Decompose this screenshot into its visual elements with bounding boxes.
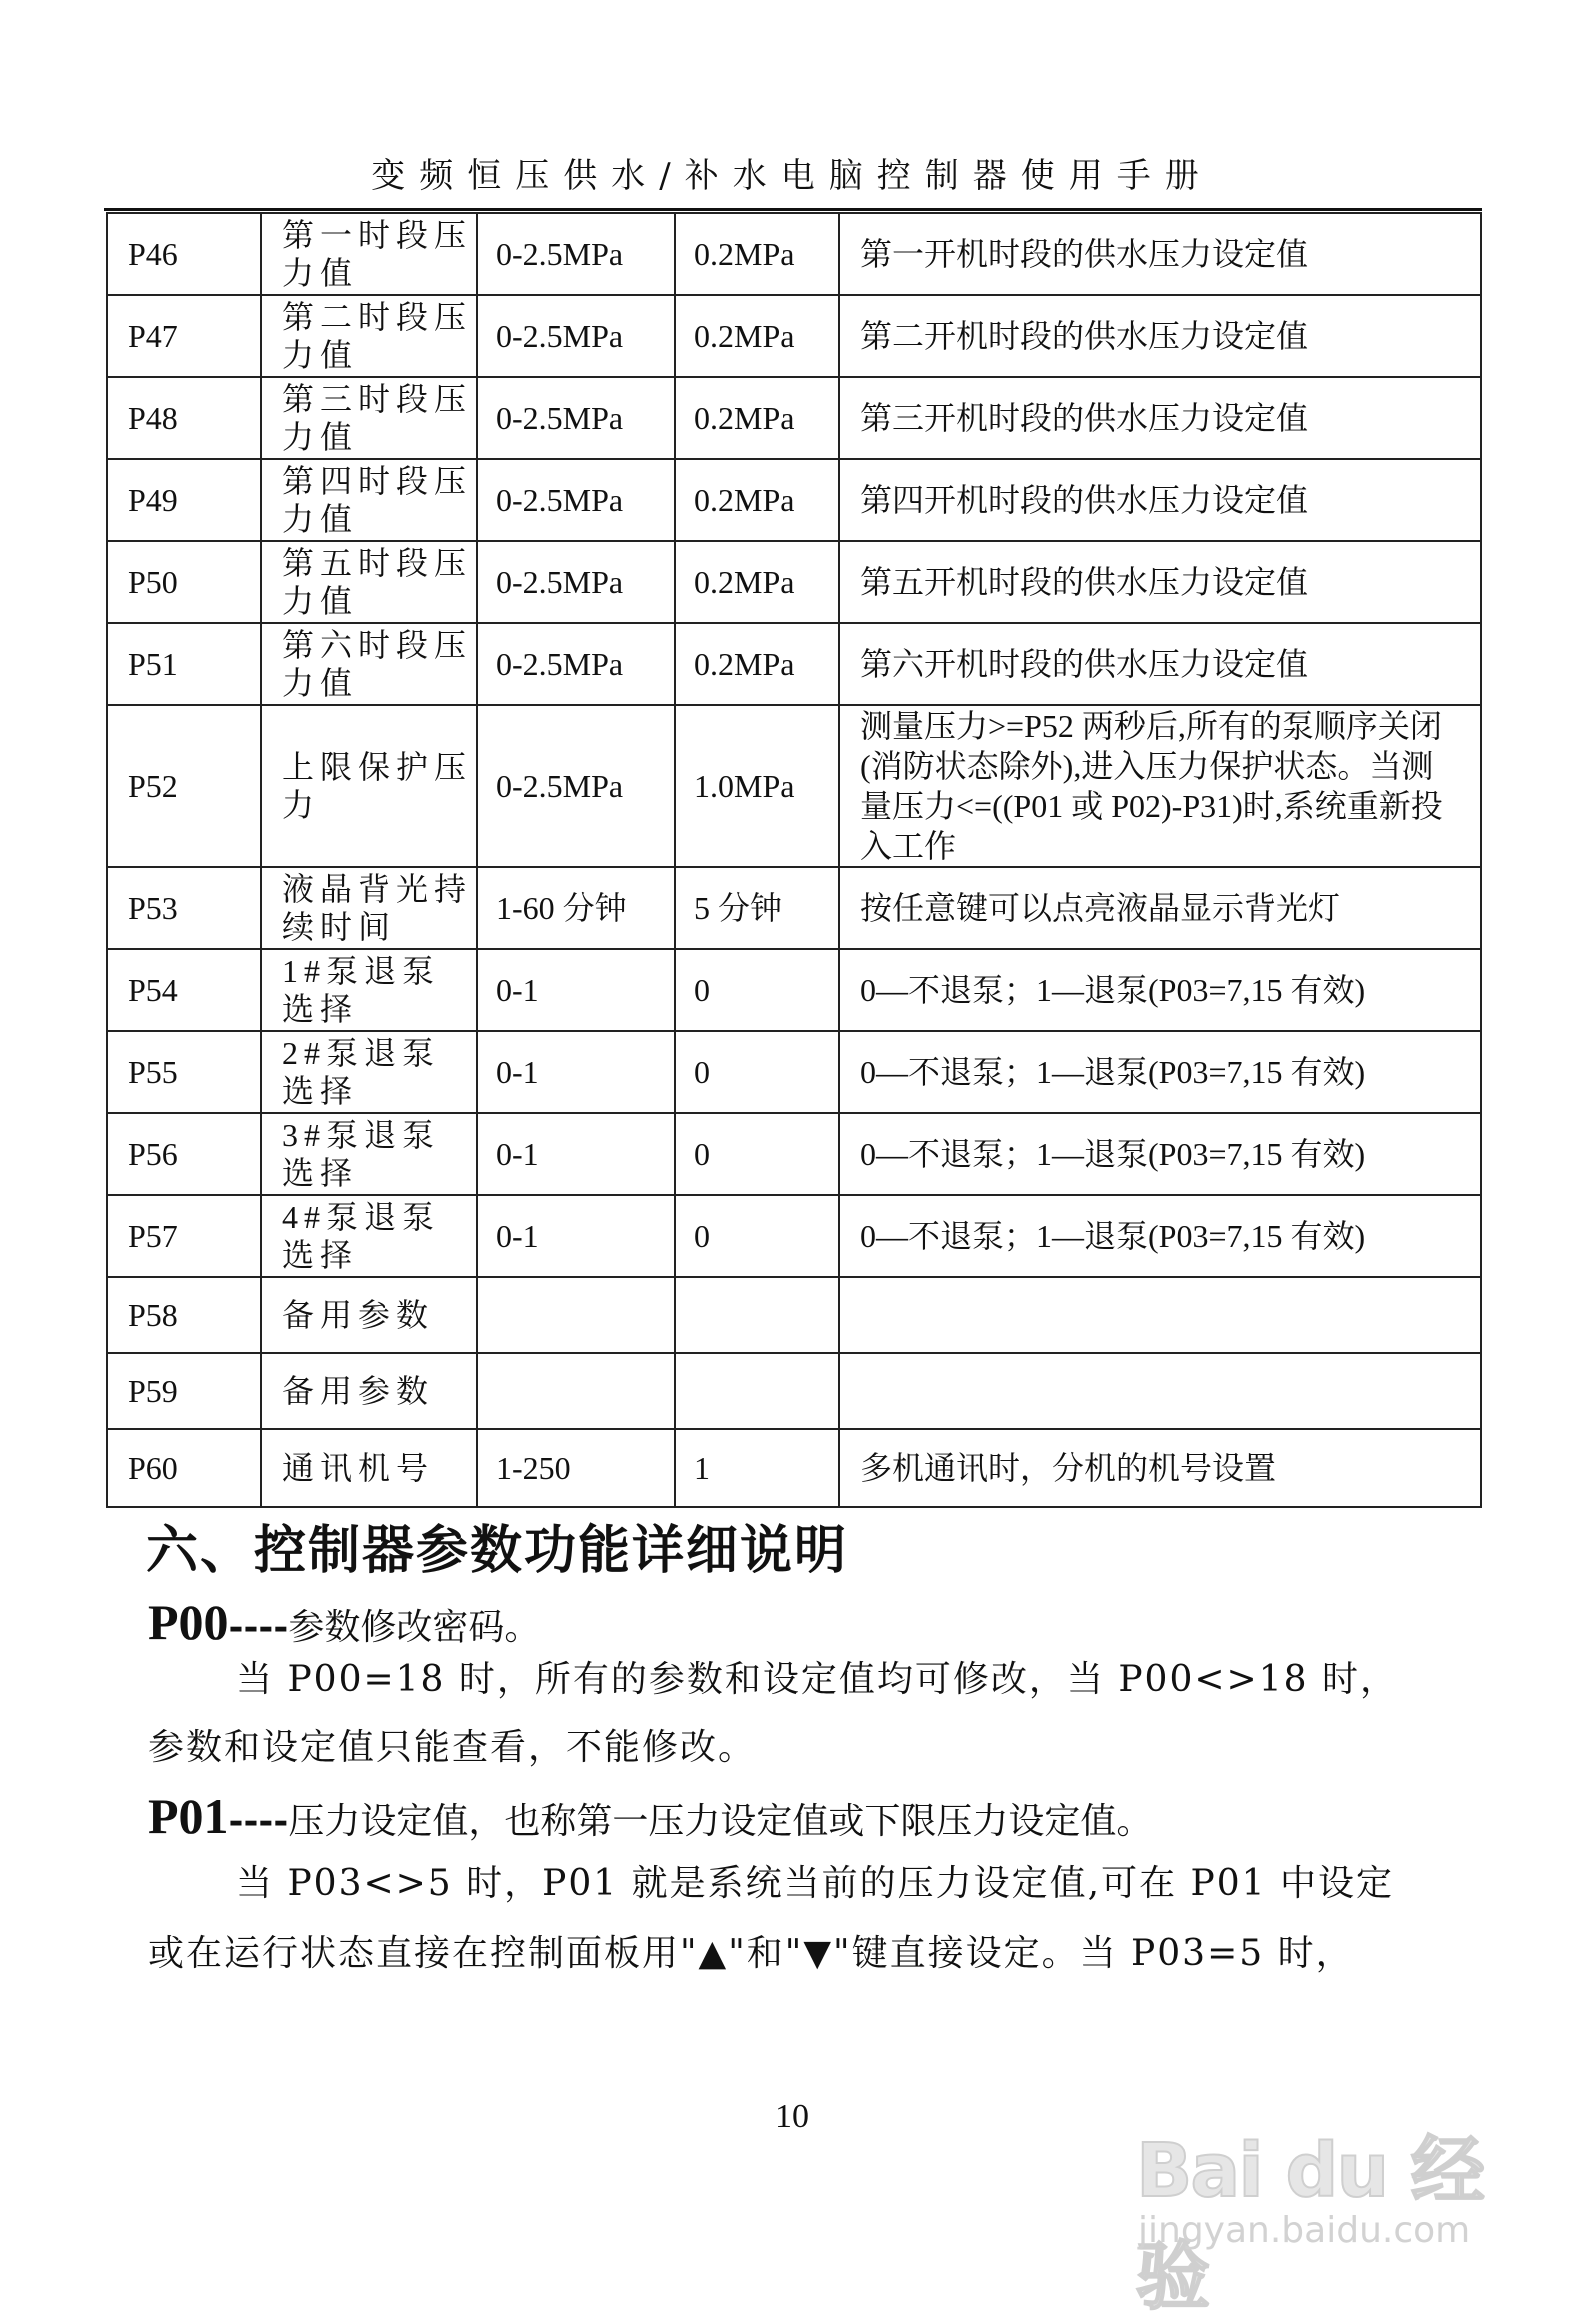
- param-code-cell: P50: [107, 541, 261, 623]
- param-code-cell: P59: [107, 1353, 261, 1429]
- param-description-cell: 0—不退泵；1—退泵(P03=7,15 有效): [839, 1195, 1481, 1277]
- param-title: 压力设定值，也称第一压力设定值或下限压力设定值。: [288, 1801, 1153, 1842]
- param-heading-p01: [148, 1786, 1152, 1852]
- param-code-cell: P60: [107, 1429, 261, 1507]
- param-range-cell: [477, 1353, 675, 1429]
- param-range-cell: 0-2.5MPa: [477, 459, 675, 541]
- param-description-cell: 0—不退泵；1—退泵(P03=7,15 有效): [839, 1113, 1481, 1195]
- param-name-cell: 通讯机号: [261, 1429, 477, 1507]
- param-description-cell: 第二开机时段的供水压力设定值: [839, 295, 1481, 377]
- param-range-cell: 0-2.5MPa: [477, 541, 675, 623]
- param-name-cell: 1#泵退泵选择: [261, 949, 477, 1031]
- param-title: 参数修改密码。: [288, 1607, 541, 1648]
- watermark: [1096, 2090, 1496, 2320]
- param-range-cell: 0-2.5MPa: [477, 213, 675, 295]
- param-code-cell: P56: [107, 1113, 261, 1195]
- param-range-cell: 0-2.5MPa: [477, 295, 675, 377]
- table-row: [107, 295, 1481, 377]
- paragraph-line: 参数和设定值只能查看，不能修改。: [148, 1727, 757, 1768]
- table-row: [107, 1113, 1481, 1195]
- param-name-cell: 第四时段压力值: [261, 459, 477, 541]
- param-default-cell: 0: [675, 1113, 839, 1195]
- param-name-cell: 3#泵退泵选择: [261, 1113, 477, 1195]
- table-row: [107, 705, 1481, 867]
- param-default-cell: 0.2MPa: [675, 377, 839, 459]
- header-rule: [104, 208, 1482, 211]
- param-code-cell: P47: [107, 295, 261, 377]
- param-description-cell: 按任意键可以点亮液晶显示背光灯: [839, 867, 1481, 949]
- table-row: [107, 1031, 1481, 1113]
- param-description-cell: [839, 1277, 1481, 1353]
- param-range-cell: [477, 1277, 675, 1353]
- param-code-cell: P58: [107, 1277, 261, 1353]
- param-default-cell: 1.0MPa: [675, 705, 839, 867]
- param-description-cell: 测量压力>=P52 两秒后,所有的泵顺序关闭(消防状态除外),进入压力保护状态。当测量压力<=((P01 或 P02)-P31)时,系统重新投入工作: [839, 705, 1481, 867]
- baidu-jingyan-logo: Bai du 经验: [1136, 2128, 1483, 2320]
- param-description-cell: 多机通讯时，分机的机号设置: [839, 1429, 1481, 1507]
- param-code-cell: P46: [107, 213, 261, 295]
- param-name-cell: 备用参数: [261, 1353, 477, 1429]
- param-range-cell: 0-1: [477, 949, 675, 1031]
- param-code-cell: P53: [107, 867, 261, 949]
- param-range-cell: 0-1: [477, 1113, 675, 1195]
- paragraph-line: 或在运行状态直接在控制面板用"▲"和"▼"键直接设定。当 P03=5 时，: [148, 1933, 1354, 1974]
- table-row: [107, 867, 1481, 949]
- table-row: [107, 459, 1481, 541]
- param-name-cell: 第六时段压力值: [261, 623, 477, 705]
- param-code: P00: [148, 1594, 229, 1650]
- paragraph-line: 当 P00=18 时，所有的参数和设定值均可修改，当 P00<>18 时，: [236, 1659, 1398, 1700]
- param-description-cell: 0—不退泵；1—退泵(P03=7,15 有效): [839, 949, 1481, 1031]
- param-name-cell: 液晶背光持续时间: [261, 867, 477, 949]
- param-name-cell: 4#泵退泵选择: [261, 1195, 477, 1277]
- watermark-url: jingyan.baidu.com: [1138, 2210, 1471, 2251]
- param-code: P01: [148, 1788, 229, 1844]
- param-description-cell: 第四开机时段的供水压力设定值: [839, 459, 1481, 541]
- param-name-cell: 2#泵退泵选择: [261, 1031, 477, 1113]
- param-default-cell: 1: [675, 1429, 839, 1507]
- table-row: [107, 949, 1481, 1031]
- param-description-cell: 第六开机时段的供水压力设定值: [839, 623, 1481, 705]
- param-default-cell: 0.2MPa: [675, 295, 839, 377]
- param-name-cell: 上限保护压力: [261, 705, 477, 867]
- param-name-cell: 第五时段压力值: [261, 541, 477, 623]
- param-name-cell: 备用参数: [261, 1277, 477, 1353]
- param-description-cell: 第三开机时段的供水压力设定值: [839, 377, 1481, 459]
- param-code-cell: P57: [107, 1195, 261, 1277]
- param-default-cell: 0.2MPa: [675, 541, 839, 623]
- param-range-cell: 0-2.5MPa: [477, 705, 675, 867]
- param-heading-p00: [148, 1592, 540, 1658]
- table-row: [107, 1195, 1481, 1277]
- page-header-title: 变频恒压供水/补水电脑控制器使用手册: [371, 156, 1213, 196]
- section-title: 六、控制器参数功能详细说明: [146, 1521, 849, 1581]
- param-default-cell: 0: [675, 949, 839, 1031]
- param-range-cell: 0-1: [477, 1195, 675, 1277]
- table-row: [107, 623, 1481, 705]
- param-code-cell: P52: [107, 705, 261, 867]
- param-default-cell: 0: [675, 1195, 839, 1277]
- param-default-cell: 0.2MPa: [675, 623, 839, 705]
- param-description-cell: 第五开机时段的供水压力设定值: [839, 541, 1481, 623]
- table-row: [107, 541, 1481, 623]
- param-code-cell: P48: [107, 377, 261, 459]
- page-number: 10: [775, 2098, 809, 2135]
- param-default-cell: 0: [675, 1031, 839, 1113]
- param-name-cell: 第三时段压力值: [261, 377, 477, 459]
- param-range-cell: 0-1: [477, 1031, 675, 1113]
- param-default-cell: 0.2MPa: [675, 459, 839, 541]
- param-default-cell: 0.2MPa: [675, 213, 839, 295]
- param-default-cell: 5 分钟: [675, 867, 839, 949]
- parameter-table-body: [107, 213, 1481, 1507]
- table-row: [107, 213, 1481, 295]
- parameter-table: [106, 212, 1482, 1508]
- param-description-cell: 第一开机时段的供水压力设定值: [839, 213, 1481, 295]
- param-dash: ----: [228, 1606, 289, 1648]
- param-dash: ----: [228, 1800, 289, 1842]
- param-description-cell: [839, 1353, 1481, 1429]
- param-name-cell: 第一时段压力值: [261, 213, 477, 295]
- param-range-cell: 0-2.5MPa: [477, 623, 675, 705]
- param-description-cell: 0—不退泵；1—退泵(P03=7,15 有效): [839, 1031, 1481, 1113]
- param-default-cell: [675, 1353, 839, 1429]
- table-row: [107, 377, 1481, 459]
- param-code-cell: P51: [107, 623, 261, 705]
- param-name-cell: 第二时段压力值: [261, 295, 477, 377]
- param-code-cell: P55: [107, 1031, 261, 1113]
- param-code-cell: P49: [107, 459, 261, 541]
- param-default-cell: [675, 1277, 839, 1353]
- table-row: [107, 1429, 1481, 1507]
- param-range-cell: 0-2.5MPa: [477, 377, 675, 459]
- param-code-cell: P54: [107, 949, 261, 1031]
- paragraph-line: 当 P03<>5 时，P01 就是系统当前的压力设定值,可在 P01 中设定: [236, 1863, 1394, 1904]
- table-row: [107, 1277, 1481, 1353]
- table-row: [107, 1353, 1481, 1429]
- param-range-cell: 1-60 分钟: [477, 867, 675, 949]
- param-range-cell: 1-250: [477, 1429, 675, 1507]
